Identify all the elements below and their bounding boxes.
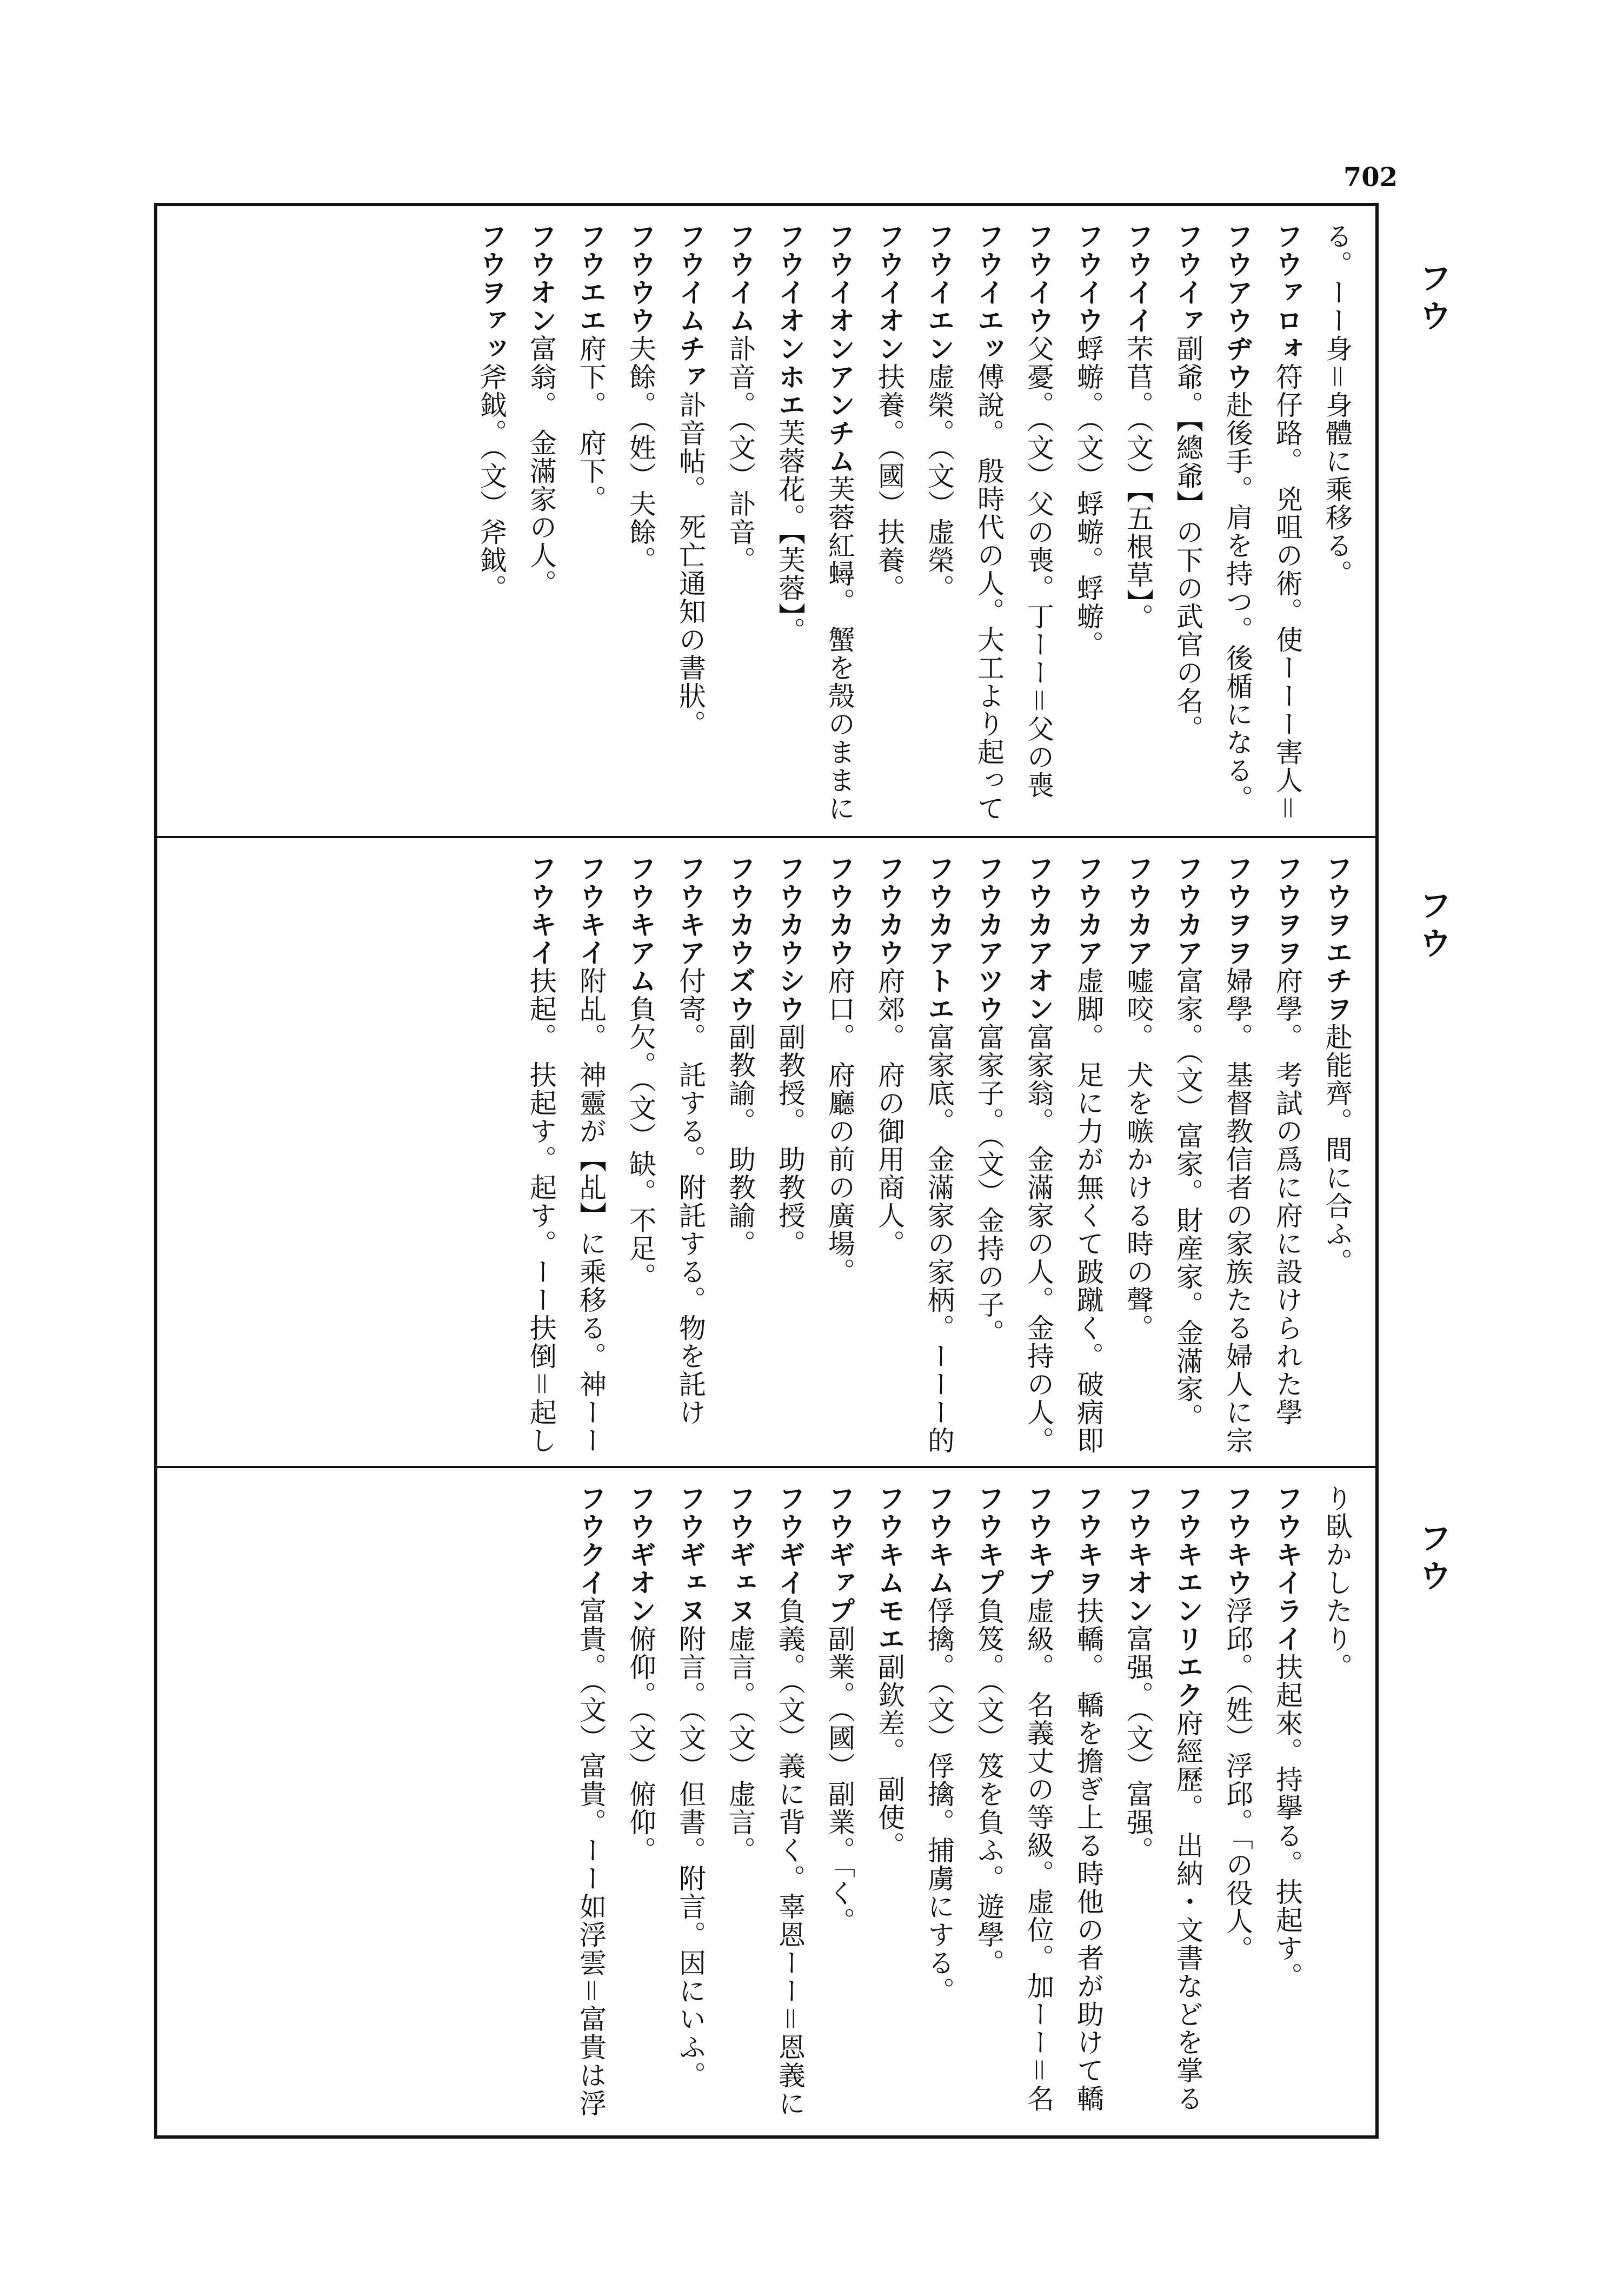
entry-columns — [168, 854, 1362, 1457]
entry-definition: 富貴。（文）富貴。ーー如浮雲＝富貴は浮 — [575, 1597, 607, 2118]
dictionary-entry — [914, 854, 964, 1457]
entry-definition: り臥かしたり。 — [1321, 1484, 1353, 1681]
dictionary-entry — [815, 854, 864, 1457]
entry-definition: 訃音。（文）訃音。 — [724, 335, 756, 574]
dictionary-entry — [1262, 1484, 1312, 2127]
dictionary-entry — [715, 222, 765, 825]
entry-definition: 婦學。 基督教信者の家族たる婦人に宗 — [1222, 967, 1253, 1455]
dictionary-entry — [864, 222, 914, 825]
entry-definition: 附言。（文）但書。附言。因にいふ。 — [675, 1625, 706, 2089]
dictionary-entry — [1063, 854, 1113, 1457]
dictionary-entry — [1163, 222, 1213, 825]
entry-definition: 虚言。（文）虚言。 — [724, 1625, 756, 1864]
dictionary-entry — [864, 1484, 914, 2127]
dictionary-entry — [1113, 222, 1163, 825]
entry-definition: 夫餘。（姓）夫餘。 — [625, 335, 656, 574]
entry-definition: 斧鉞。（文）斧鉞。 — [476, 363, 507, 602]
dictionary-entry — [815, 1484, 864, 2127]
dictionary-entry — [914, 1484, 964, 2127]
dictionary-entry — [516, 854, 566, 1457]
entry-headword: フウキプ — [973, 1484, 1005, 1597]
dictionary-entry — [815, 222, 864, 825]
entry-headword: フウキヲ — [1073, 1484, 1104, 1597]
entry-headword: フウカアトエ — [923, 854, 955, 1023]
dictionary-entry — [666, 854, 715, 1457]
entry-headword: フウイオン — [874, 222, 905, 363]
dictionary-entry — [964, 222, 1014, 825]
dictionary-entry — [516, 222, 566, 825]
dictionary-entry — [765, 1484, 815, 2127]
entry-definition: 附乩。 神靈が【乩】に乘移る。神ーー — [575, 967, 607, 1455]
entry-definition: 父憂。（文）父の喪。丁ーー＝父の喪 — [1023, 335, 1054, 799]
entry-definition: 赴能齊。間に合ふ。 — [1321, 1023, 1353, 1276]
entry-definition: 府下。 府下。 — [575, 335, 607, 513]
page-number: 702 — [1343, 162, 1398, 193]
entry-headword: フウイウ — [1023, 222, 1054, 335]
entry-definition: 俘擒。（文）俘擒。捕虜にする。 — [923, 1597, 955, 2005]
entry-headword: フウギェヌ — [724, 1484, 756, 1625]
dictionary-entry — [765, 222, 815, 825]
dictionary-entry — [765, 854, 815, 1457]
dictionary-entry — [1213, 854, 1262, 1457]
entry-definition: 副爺。【總爺】の下の武官の名。 — [1172, 335, 1203, 743]
entry-headword: フウカウ — [824, 854, 855, 967]
dictionary-entry — [964, 854, 1014, 1457]
entry-headword: フウカア — [1122, 854, 1154, 967]
dictionary-entry — [666, 1484, 715, 2127]
entry-headword: フウギイ — [774, 1484, 806, 1597]
dictionary-entry — [715, 854, 765, 1457]
entry-headword: フウイァ — [1172, 222, 1203, 335]
entry-definition: 富强。（文）富强。 — [1122, 1625, 1154, 1864]
dictionary-entry — [914, 222, 964, 825]
entry-definition: 負笈。（文）笈を負ふ。遊學。 — [973, 1597, 1005, 1977]
entry-headword: フウクイ — [575, 1484, 607, 1597]
entry-columns — [168, 222, 1362, 825]
dictionary-entry — [1312, 854, 1362, 1457]
entry-headword: フウイウ — [1073, 222, 1104, 335]
entry-definition: 虚級。 名義丈の等級。虚位。加ーー＝名 — [1023, 1597, 1054, 2113]
entry-headword: フウキム — [923, 1484, 955, 1597]
entry-definition: 扶轎。 轎を擔ぎ上る時他の者が助けて轎 — [1073, 1597, 1104, 2113]
entry-headword: フウギオン — [625, 1484, 656, 1625]
entry-definition: 副欽差。 副使。 — [874, 1653, 905, 1860]
entry-headword: フウキオン — [1122, 1484, 1154, 1625]
entry-definition: 負義。（文）義に背く。辜恩ーー＝恩義に — [774, 1597, 806, 2118]
entry-headword: フウヲヲ — [1222, 854, 1253, 967]
entry-definition: 富家翁。 金滿家の人。金持の人。 — [1023, 1023, 1054, 1455]
entry-definition: 富家。（文）富家。財産家。金滿家。 — [1172, 967, 1203, 1431]
entry-definition: 傅說。 殷時代の人。大工より起って — [973, 363, 1005, 822]
dictionary-entry — [1063, 1484, 1113, 2127]
dictionary-entry — [1262, 854, 1312, 1457]
entry-headword: フウヲヲ — [1272, 854, 1303, 967]
entry-definition: 符仔路。 兇咀の術。使ーーー害人＝ — [1272, 363, 1303, 822]
entry-headword: フウイオンアンチム — [824, 222, 855, 475]
entry-headword: フウイオンホエ — [774, 222, 806, 419]
entry-definition: 副業。（國）副業。「く。 — [824, 1625, 855, 1935]
entry-headword: フウキア — [675, 854, 706, 967]
entry-definition: 虚脚。 足に力が無くて跛蹴く。破病即 — [1073, 967, 1104, 1455]
dictionary-entry — [467, 222, 516, 825]
entry-definition: 負欠。（文）缺。不足。 — [625, 995, 656, 1291]
entry-headword: フウイム — [724, 222, 756, 335]
entry-headword: フウカウ — [874, 854, 905, 967]
entry-definition: 扶養。（國）扶養。 — [874, 363, 905, 602]
dictionary-entry — [1312, 1484, 1362, 2127]
dictionary-entry — [616, 854, 666, 1457]
dictionary-entry — [1014, 222, 1063, 825]
entry-definition: 俯仰。（文）俯仰。 — [625, 1625, 656, 1864]
dictionary-entry — [616, 1484, 666, 2127]
entry-definition: 虚榮。（文）虚榮。 — [923, 363, 955, 602]
dictionary-entry — [566, 222, 616, 825]
entry-definition: 扶起來。持擧る。扶起す。 — [1272, 1653, 1303, 1990]
entry-headword: フウキアム — [625, 854, 656, 995]
entry-definition: 赴後手。肩を持つ。後楯になる。 — [1222, 391, 1253, 813]
dictionary-section-middle — [157, 836, 1375, 1468]
dictionary-entry — [964, 1484, 1014, 2127]
margin-index-kana-top: フウ — [1419, 260, 1451, 335]
entry-definition: 府口。 府廳の前の廣場。 — [824, 967, 855, 1286]
entry-headword: フウギァプ — [824, 1484, 855, 1625]
entry-headword: フウキイ — [526, 854, 557, 967]
entry-headword: フウギェヌ — [675, 1484, 706, 1625]
entry-definition: 府學。 考試の爲に府に設けられた學 — [1272, 967, 1303, 1426]
entry-headword: フウカア — [1073, 854, 1104, 967]
entry-headword: フウイムチァ — [675, 222, 706, 391]
dictionary-page-frame — [154, 203, 1379, 2139]
entry-headword: フウヲエチヲ — [1321, 854, 1353, 1023]
entry-definition: 副教授。 助教授。 — [774, 1023, 806, 1258]
entry-definition: 芣苢。（文）【五根草】。 — [1122, 335, 1154, 632]
dictionary-entry — [1014, 1484, 1063, 2127]
entry-definition: 芙蓉紅蟳。 蟹を殼のままに — [824, 475, 855, 822]
dictionary-entry — [1063, 222, 1113, 825]
entry-headword: フウウウ — [625, 222, 656, 335]
entry-headword: フウキウ — [1222, 1484, 1253, 1597]
margin-index-kana-middle: フウ — [1419, 887, 1451, 962]
entry-headword: フウカウズウ — [724, 854, 756, 1023]
entry-definition: 府經歷。 出納・文書などを掌る — [1172, 1709, 1203, 2113]
entry-headword: フウカウシウ — [774, 854, 806, 1023]
entry-headword: フウイエン — [923, 222, 955, 363]
dictionary-entry — [1163, 854, 1213, 1457]
entry-definition: 嘘咬。 犬を嗾かける時の聲。 — [1122, 967, 1154, 1342]
entry-headword: フウカアオン — [1023, 854, 1054, 1023]
margin-index-kana-bottom: フウ — [1419, 1520, 1451, 1595]
dictionary-entry — [1113, 1484, 1163, 2127]
dictionary-entry — [715, 1484, 765, 2127]
entry-headword: フウオン — [526, 222, 557, 335]
entry-headword: フウイエッ — [973, 222, 1005, 363]
entry-definition: 付寄。 託する。附託する。物を託け — [675, 967, 706, 1426]
dictionary-entry — [1113, 854, 1163, 1457]
entry-columns — [168, 1484, 1362, 2127]
entry-definition: る。ーー身＝身體に乘移る。 — [1321, 222, 1353, 588]
entry-definition: 富家子。（文）金持の子。 — [973, 1023, 1005, 1347]
dictionary-entry — [566, 854, 616, 1457]
entry-definition: 扶起。 扶起す。起す。ーー扶倒＝起し — [526, 967, 557, 1455]
entry-definition: 蜉蝣。（文）蜉蝣。蜉蝣。 — [1073, 335, 1104, 659]
entry-headword: フウヲァッ — [476, 222, 507, 363]
entry-definition: 訃音帖。 死亡通知の書狀。 — [675, 391, 706, 738]
dictionary-section-bottom — [157, 1466, 1375, 2138]
dictionary-section-top — [157, 206, 1375, 836]
dictionary-entry — [1312, 222, 1362, 825]
dictionary-entry — [864, 854, 914, 1457]
entry-definition: 富翁。 金滿家の人。 — [526, 335, 557, 598]
entry-headword: フウキムモエ — [874, 1484, 905, 1653]
dictionary-entry — [1213, 222, 1262, 825]
entry-definition: 府郊。 府の御用商人。 — [874, 967, 905, 1258]
entry-headword: フウエエ — [575, 222, 607, 335]
dictionary-entry — [1163, 1484, 1213, 2127]
dictionary-entry — [666, 222, 715, 825]
entry-definition: 浮邱。（姓）浮邱。「の役人。 — [1222, 1597, 1253, 1963]
dictionary-entry — [566, 1484, 616, 2127]
entry-headword: フウアウヂウ — [1222, 222, 1253, 391]
entry-definition: 富家底。 金滿家の家柄。ーーー的 — [923, 1023, 955, 1455]
entry-headword: フウァロォ — [1272, 222, 1303, 363]
entry-headword: フウカアツウ — [973, 854, 1005, 1023]
entry-headword: フウキイ — [575, 854, 607, 967]
entry-headword: フウキエンリエク — [1172, 1484, 1203, 1709]
entry-headword: フウキイライ — [1272, 1484, 1303, 1653]
dictionary-entry — [616, 222, 666, 825]
entry-headword: フウキプ — [1023, 1484, 1054, 1597]
entry-definition: 芙蓉花。【芙蓉】。 — [774, 419, 806, 645]
dictionary-entry — [1014, 854, 1063, 1457]
entry-headword: フウイイ — [1122, 222, 1154, 335]
entry-definition: 副教諭。 助教諭。 — [724, 1023, 756, 1258]
dictionary-entry — [1213, 1484, 1262, 2127]
dictionary-entry — [1262, 222, 1312, 825]
entry-headword: フウカア — [1172, 854, 1203, 967]
